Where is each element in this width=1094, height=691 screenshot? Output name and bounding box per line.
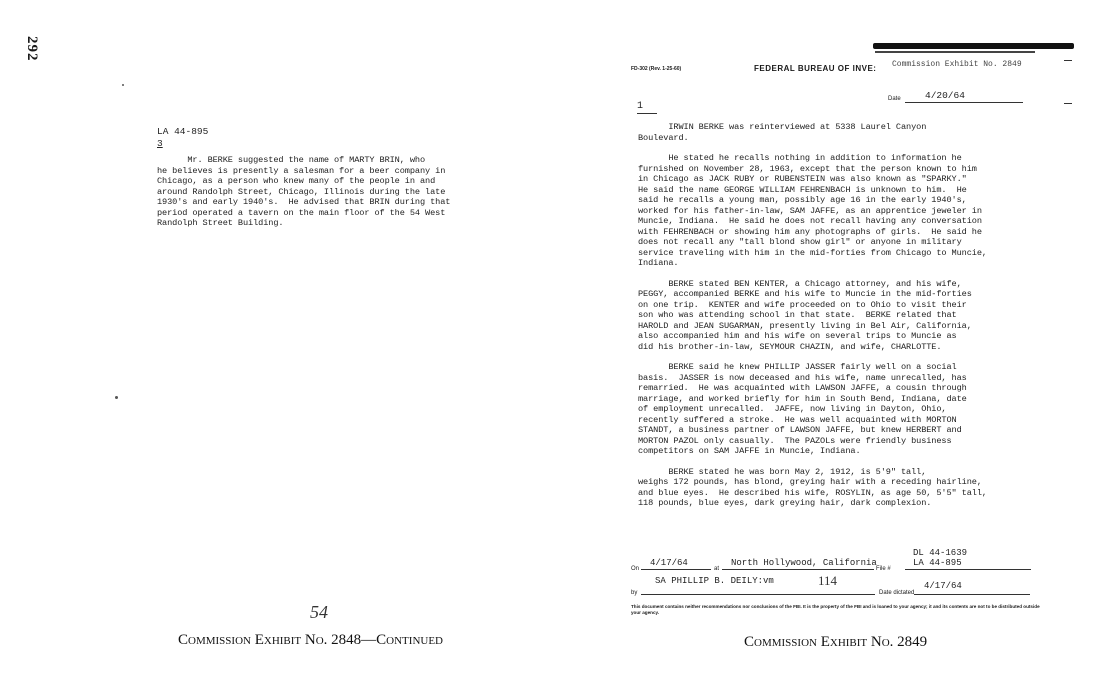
text-line: Muncie, Indiana. He said he does not recall having any conversation — [638, 216, 982, 226]
file-number: LA 44-895 — [157, 126, 209, 137]
field-underline — [641, 594, 875, 595]
text-line: recently suffered a stroke. He was well acquainted with MORTON — [638, 414, 957, 425]
field-underline — [905, 569, 1031, 570]
text-line: does not recall any "tall blond show girl" or anyone in military — [638, 237, 962, 247]
text-line: Mr. BERKE suggested the name of MARTY BRIN, who — [157, 155, 426, 165]
on-label: On — [631, 566, 640, 572]
text-line: period operated a tavern on the main floor of the 54 West — [157, 207, 446, 218]
corner-mark — [1064, 103, 1072, 104]
file-label: File # — [876, 566, 891, 572]
text-line: did his brother-in-law, SEYMOUR CHAZIN, and wife, CHARLOTTE. — [638, 341, 942, 352]
text-line: around Randolph Street, Chicago, Illinois during the late — [157, 186, 446, 197]
exhibit-stamp: Commission Exhibit No. 2849 — [892, 60, 1022, 69]
paragraph — [638, 122, 987, 143]
interview-date: 4/17/64 — [650, 558, 688, 568]
redaction-bar — [873, 43, 1074, 49]
by-label: by — [631, 590, 638, 596]
text-line: remarried. He was acquainted with LAWSON JAFFE, a cousin through — [638, 383, 967, 393]
at-label: at — [714, 566, 720, 572]
paragraph — [638, 279, 987, 353]
text-line: HAROLD and JEAN SUGARMAN, presently living in Bel Air, California, — [638, 320, 972, 331]
text-line: furnished on November 28, 1963, except that the person known to him — [638, 163, 977, 174]
handwritten-number: 114 — [818, 573, 838, 588]
text-line: worked for his father-in-law, SAM JAFFE, as an apprentice jeweler in — [638, 205, 982, 216]
text-line: he believes is presently a salesman for a beer company in — [157, 165, 446, 176]
text-line: Indiana. — [638, 258, 679, 268]
fbi-disclaimer: This document contains neither recommendations nor conclusions of the FBI. It is the property of the FBI and is loaned to your agency; it and its contents are not to be distributed outside your agency. — [631, 604, 1040, 615]
report-page-number: 1 — [637, 101, 644, 112]
scan-speck — [115, 396, 118, 399]
text-line: son who was attending school in that state. BERKE related that — [638, 310, 957, 320]
paragraph-gap — [638, 352, 987, 362]
exhibit-caption-left: Commission Exhibit No. 2848—Continued — [178, 632, 443, 648]
date-underline — [905, 102, 1023, 103]
report-date: 4/20/64 — [925, 90, 965, 101]
text-line: in Chicago as JACK RUBY or RUBENSTEIN was also known as "SPARKY." — [638, 174, 967, 184]
date-dictated-label: Date dictated — [879, 590, 915, 596]
interview-body — [638, 122, 987, 509]
page-number-underline — [637, 113, 657, 114]
text-line: He said the name GEORGE WILLIAM FEHRENBACH is unknown to him. He — [638, 184, 967, 195]
text-line: with FEHRENBACH or showing him any photographs of girls. He said he — [638, 226, 982, 237]
text-line: and blue eyes. He described his wife, ROSYLIN, as age 50, 5'5" tall, — [638, 487, 987, 498]
exhibit-caption-right: Commission Exhibit No. 2849 — [744, 634, 928, 650]
text-line: PEGGY, accompanied BERKE and his wife to Muncie in the mid-forties — [638, 289, 972, 299]
paragraph — [638, 362, 987, 457]
paragraph — [638, 467, 987, 509]
agency-header: FEDERAL BUREAU OF INVE: — [754, 64, 877, 73]
handwritten-page-note: 54 — [310, 602, 328, 622]
text-line: 118 pounds, blue eyes, dark greying hair, dark complexion. — [638, 498, 932, 508]
text-line: BERKE said he knew PHILLIP JASSER fairly well on a social — [638, 362, 957, 372]
paragraph-gap — [638, 143, 987, 153]
text-line: STANDT, a business partner of LAWSON JAFFE, but knew HERBERT and — [638, 425, 962, 435]
field-underline — [641, 569, 711, 570]
text-line: marriage, and worked briefly for him in South Bend, Indiana, date — [638, 393, 967, 404]
text-line: also accompanied him and his wife on several trips to Muncie as — [638, 331, 957, 341]
redaction-bar-thin — [875, 51, 1035, 53]
date-dictated: 4/17/64 — [924, 581, 962, 591]
scan-speck — [122, 84, 124, 86]
field-underline — [914, 594, 1030, 595]
report-page-number: 3 — [157, 138, 163, 149]
text-line: on one trip. KENTER and wife proceeded on to Ohio to visit their — [638, 299, 967, 310]
left-paragraph — [157, 155, 450, 229]
date-label: Date — [888, 96, 901, 102]
page-number: 292 — [24, 36, 40, 62]
corner-mark — [1064, 60, 1072, 61]
paragraph-gap — [638, 457, 987, 467]
interview-place: North Hollywood, California — [731, 558, 877, 568]
text-line: He stated he recalls nothing in addition to information he — [638, 153, 962, 163]
text-line: said he recalls a young man, possibly age 16 in the early 1940's, — [638, 195, 967, 205]
text-line: service traveling with him in the mid-forties from Chicago to Muncie, — [638, 247, 987, 258]
text-line: BERKE stated he was born May 2, 1912, is 5'9" tall, — [638, 466, 927, 477]
text-line: basis. JASSER is now deceased and his wife, name unrecalled, has — [638, 372, 967, 383]
text-line: weighs 172 pounds, has blond, greying hair with a receding hairline, — [638, 477, 982, 487]
text-line: Chicago, as a person who knew many of the people in and — [157, 176, 436, 186]
paragraph-gap — [638, 269, 987, 279]
text-line: Boulevard. — [638, 132, 689, 143]
text-line: of employment unrecalled. JAFFE, now living in Dayton, Ohio, — [638, 404, 947, 414]
text-line: MORTON PAZOL only casually. The PAZOLs were friendly business — [638, 435, 952, 446]
agent-name: SA PHILLIP B. DEILY:vm — [655, 576, 774, 586]
text-line: 1930's and early 1940's. He advised that BRIN during that — [157, 197, 451, 207]
paragraph — [638, 153, 987, 269]
file-number-dallas: DL 44-1639 — [913, 548, 968, 558]
text-line: Randolph Street Building. — [157, 218, 284, 228]
form-number: FD-302 (Rev. 1-25-60) — [631, 66, 682, 72]
text-line: competitors on SAM JAFFE in Muncie, Indiana. — [638, 446, 861, 456]
file-number-la: LA 44-895 — [913, 558, 962, 568]
text-line: BERKE stated BEN KENTER, a Chicago attorney, and his wife, — [638, 278, 962, 289]
field-underline — [722, 569, 874, 570]
text-line: IRWIN BERKE was reinterviewed at 5338 Laurel Canyon — [638, 122, 927, 132]
